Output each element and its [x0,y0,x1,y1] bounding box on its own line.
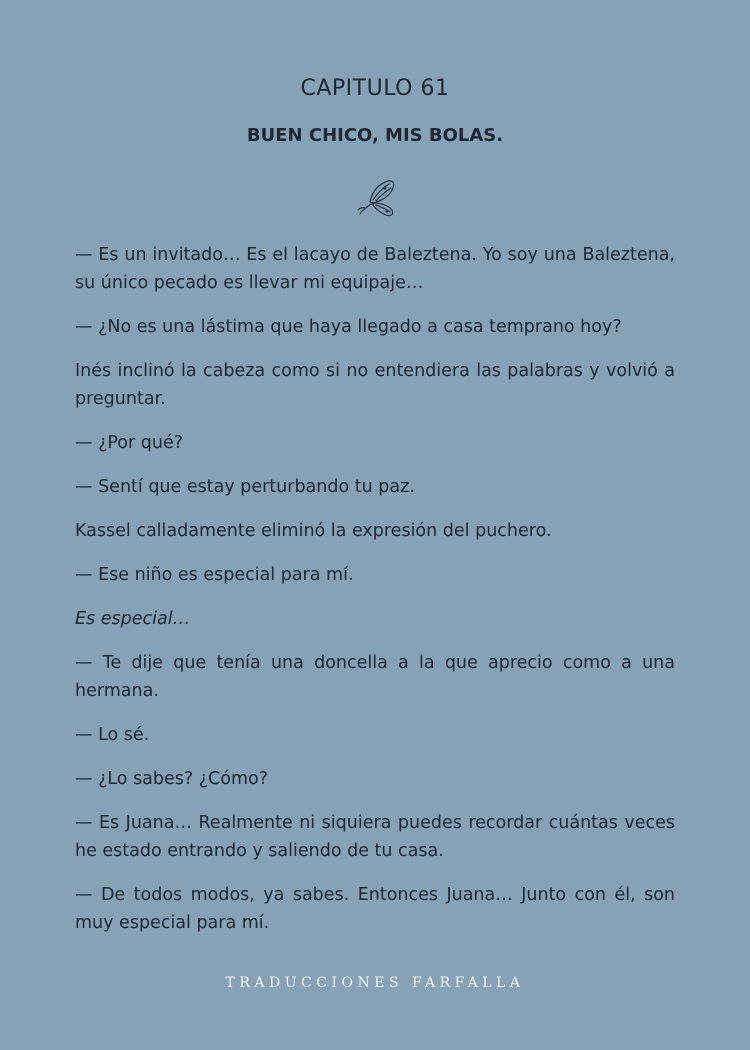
paragraph: — Es Juana… Realmente ni siquiera puedes recordar cuántas veces he estado entrando y saliendo de tu casa. [75,813,675,861]
chapter-body [75,241,675,953]
paragraph: — Es un invitado… Es el lacayo de Baleztena. Yo soy una Baleztena, su único pecado es llevar mi equipaje… [75,245,675,293]
paragraph: Inés inclinó la cabeza como si no entendiera las palabras y volvió a preguntar. [75,361,675,409]
paragraph: — De todos modos, ya sabes. Entonces Juana… Junto con él, son muy especial para mí. [75,885,675,933]
paragraph: — Lo sé. [75,725,150,745]
chapter-subtitle: BUEN CHICO, MIS BOLAS. [246,125,504,146]
paragraph [75,605,675,633]
paragraph: — Sentí que estay perturbando tu paz. [75,477,415,497]
paragraph: — ¿Lo sabes? ¿Cómo? [75,769,269,789]
italic-paragraph-text: Es especial… [75,609,191,629]
paragraph: — ¿No es una lástima que haya llegado a casa temprano hoy? [75,317,622,337]
paragraph: — ¿Por qué? [75,433,183,453]
chapter-title: CAPITULO 61 [300,76,450,101]
paragraph: — Te dije que tenía una doncella a la que aprecio como a una hermana. [75,653,675,701]
paragraph: Kassel calladamente eliminó la expresión del puchero. [75,521,552,541]
paragraph: — Ese niño es especial para mí. [75,565,354,585]
butterfly-icon [352,178,398,220]
footer-credit: TRADUCCIONES FARFALLA [225,975,525,991]
